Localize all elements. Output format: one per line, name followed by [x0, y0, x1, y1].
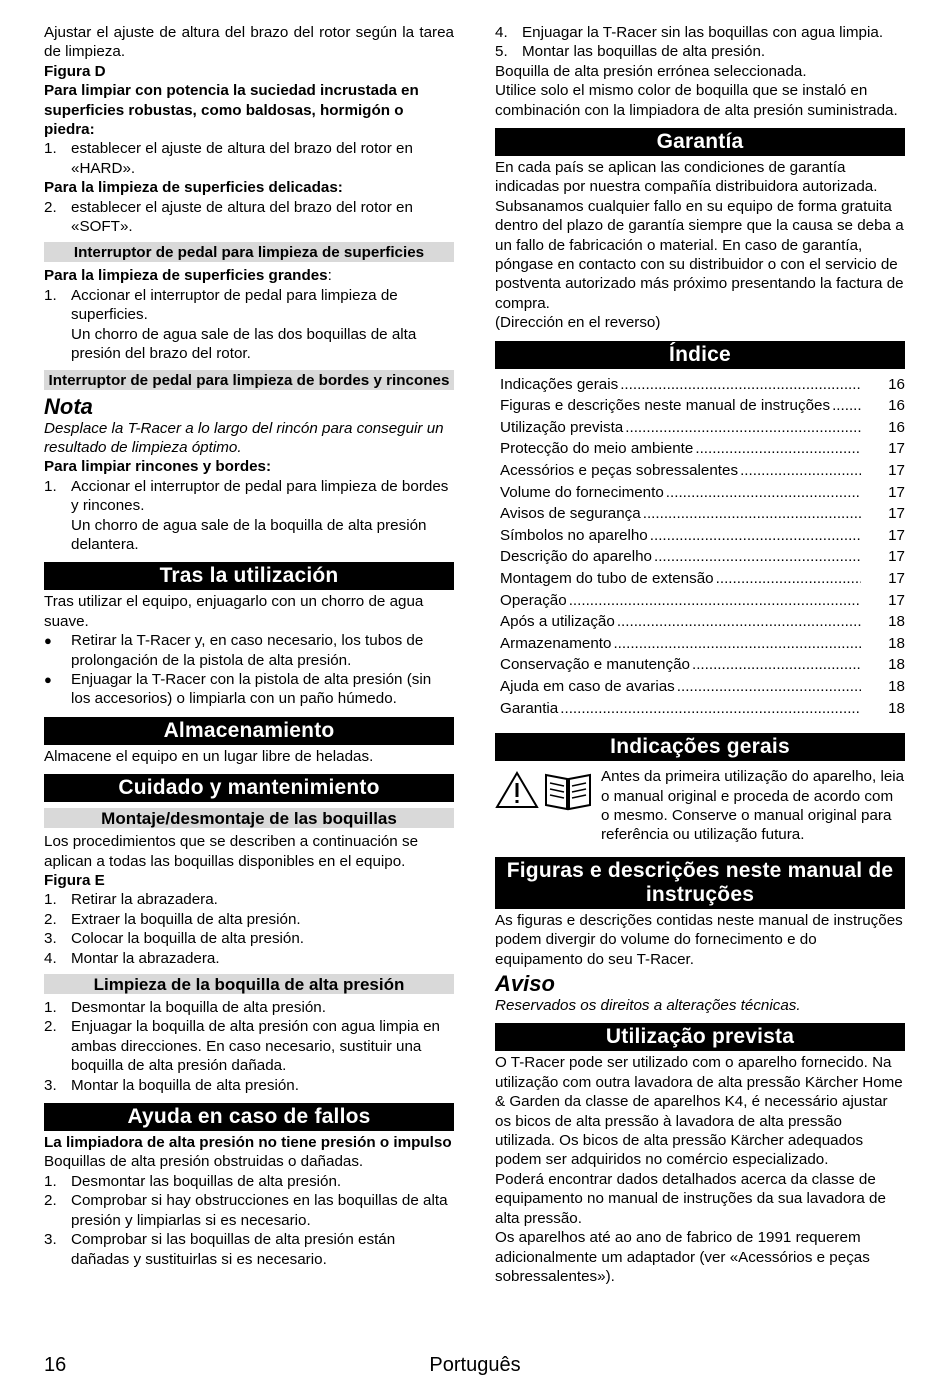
list-item: 1. Desmontar la boquilla de alta presión.: [44, 999, 326, 1017]
toc-row[interactable]: Ajuda em caso de avarias ..... 18: [495, 676, 905, 698]
list-item: 2. Enjuagar la boquilla de alta presión con agua limpia en ambas direcciones. En caso necesario, sustituir una boquilla de alta presión dañada.: [44, 1018, 440, 1075]
corners-intro: Para limpiar rincones y bordes:: [44, 458, 272, 476]
section-heading-after-use: Tras la utilización: [44, 562, 454, 590]
list-item: 4. Enjuagar la T-Racer sin las boquillas con agua limpia.: [495, 24, 884, 41]
section-heading-index: Índice: [495, 341, 905, 369]
wrong-nozzle-text: Utilice solo el mismo color de boquilla que se instaló en combinación con la limpiadora de alta presión suministrada.: [495, 82, 898, 119]
section-heading-nozzles: Montaje/desmontaje de las boquillas: [44, 808, 454, 828]
large-surfaces-result: Un chorro de agua sale de las dos boquillas de alta presión del brazo del rotor.: [71, 325, 417, 363]
toc-row[interactable]: Conservação e manutenção ..... 18: [495, 654, 905, 676]
bullet-icon: ●: [44, 633, 52, 649]
section-heading-general: Indicações gerais: [495, 733, 905, 761]
list-item: ● Retirar la T-Racer y, en caso necesario, los tubos de prolongación de la pistola de alta presión.: [44, 632, 424, 669]
note-text: Desplace la T-Racer a lo largo del rincón para conseguir un resultado de limpieza óptimo.: [44, 419, 444, 456]
footer-language: Português: [429, 1354, 521, 1376]
intended-use-text-3: Os aparelhos até ao ano de fabrico de 1991 requerem adicionalmente um adaptador (ver «Acessórios e peças sobressalentes»).: [495, 1229, 870, 1285]
section-heading-clean-nozzle: Limpieza de la boquilla de alta presión: [44, 974, 454, 994]
intended-use-text-1: O T-Racer pode ser utilizado com o aparelho fornecido. Na utilização com outra lavadora de alta pressão Kärcher Home & Garden da classe de aparelhos K4, é necessário ajustar os bicos de alta pressão à lavadora de alta pressão utilizada. Os bicos de alta pressão Kärcher adequados podem ser adquiridos no comércio especializado.: [495, 1054, 903, 1169]
aviso-text: Reservados os direitos a alterações técnicas.: [495, 997, 801, 1015]
toc-row[interactable]: Protecção do meio ambiente ..... 17: [495, 438, 905, 460]
top-steps-list: [495, 23, 905, 62]
list-item: 2. Extraer la boquilla de alta presión.: [44, 910, 301, 928]
figure-d-label: Figura D: [44, 62, 106, 80]
toc-row[interactable]: Símbolos no aparelho ..... 17: [495, 525, 905, 547]
general-text: Antes da primeira utilização do aparelho, leia o manual original e proceda de acordo com o mesmo. Conserve o manual original para referência ou utilização futura.: [601, 768, 905, 844]
list-item: 3. Montar la boquilla de alta presión.: [44, 1076, 299, 1094]
toc-row[interactable]: Descrição do aparelho ..... 17: [495, 546, 905, 568]
page-number: 16: [44, 1354, 67, 1376]
toc-row[interactable]: Indicações gerais ..... 16: [495, 374, 905, 396]
large-surfaces-intro: Para la limpieza de superficies grandes: [44, 267, 328, 285]
warranty-address: (Dirección en el reverso): [495, 314, 661, 332]
toc-row[interactable]: Operação ..... 17: [495, 590, 905, 612]
warranty-text: En cada país se aplican las condiciones de garantía indicadas por nuestra compañía distribuidora autorizada. Subsanamos cualquier fallo en su equipo de forma gratuita dentro del plazo de garantía siempre que la causa se deba a un fallo de fabricación o material. En caso de garantía, póngase en contacto con su distribuidor o con el servicio de postventa autorizado más próximo presentando la factura de compra.: [495, 159, 904, 312]
list-item: 1. Accionar el interruptor de pedal para limpieza de bordes y rincones.: [44, 477, 449, 515]
toc-row[interactable]: Utilização prevista ..... 16: [495, 417, 905, 439]
intended-use-text-2: Poderá encontrar dados detalhados acerca da classe de equipamento no manual de instruções da sua lavadora de alta pressão.: [495, 1170, 886, 1227]
section-heading-intended-use: Utilização prevista: [495, 1023, 905, 1051]
notice-icons: [495, 767, 593, 845]
warning-triangle-icon: [495, 771, 539, 809]
rotor-height-text: Ajustar el ajuste de altura del brazo del rotor según la tarea de limpieza.: [44, 24, 454, 61]
aviso-heading: Aviso: [495, 971, 555, 997]
figures-text: As figuras e descrições contidas neste manual de instruções podem divergir do volume do fornecimento e do equipamento do seu T-Racer.: [495, 911, 903, 968]
section-heading-figures: Figuras e descrições neste manual de instruções: [495, 857, 905, 909]
table-of-contents: [495, 374, 905, 720]
toc-row[interactable]: Garantia ..... 18: [495, 698, 905, 720]
list-item: 2. Comprobar si hay obstrucciones en las boquillas de alta presión y limpiarlas si es necesario.: [44, 1192, 448, 1229]
toc-row[interactable]: Armazenamento ..... 18: [495, 633, 905, 655]
section-heading-pedal-surface: Interruptor de pedal para limpieza de superficies: [44, 242, 454, 262]
fault-steps-list: [44, 1172, 454, 1269]
nozzles-text: Los procedimientos que se describen a continuación se aplican a todas las boquillas disponibles en el equipo.: [44, 833, 419, 870]
section-heading-pedal-edges: Interruptor de pedal para limpieza de bordes y rincones: [44, 370, 454, 390]
clean-steps-list: [44, 998, 454, 1095]
figure-e-label: Figura E: [44, 872, 105, 889]
list-item: 1. Retirar la abrazadera.: [44, 891, 218, 909]
after-use-text: Tras utilizar el equipo, enjuagarlo con un chorro de agua suave.: [44, 593, 424, 630]
wrong-nozzle-cause: Boquilla de alta presión errónea seleccionada.: [495, 62, 807, 80]
bullet-icon: ●: [44, 671, 52, 687]
fault-title: La limpiadora de alta presión no tiene presión o impulso: [44, 1134, 452, 1152]
general-notice: [495, 767, 905, 845]
right-column: [495, 23, 905, 1286]
toc-row[interactable]: Acessórios e peças sobressalentes ..... 17: [495, 460, 905, 482]
toc-row[interactable]: Montagem do tubo de extensão ..... 17: [495, 568, 905, 590]
nozzle-steps-list: [44, 890, 454, 968]
fault-cause: Boquillas de alta presión obstruidas o dañadas.: [44, 1153, 364, 1171]
note-heading: Nota: [44, 393, 93, 419]
toc-row[interactable]: Volume do fornecimento ..... 17: [495, 482, 905, 504]
toc-row[interactable]: Avisos de segurança ..... 17: [495, 503, 905, 525]
list-item: 3. Colocar la boquilla de alta presión.: [44, 930, 305, 948]
list-item: 4. Montar la abrazadera.: [44, 949, 220, 967]
list-item: ● Enjuagar la T-Racer con la pistola de alta presión (sin los accesorios) o limpiarla con un paño húmedo.: [44, 670, 432, 708]
storage-text: Almacene el equipo en un lugar libre de heladas.: [44, 747, 374, 765]
list-item: 1. Desmontar las boquillas de alta presión.: [44, 1172, 342, 1190]
section-heading-care: Cuidado y mantenimiento: [44, 774, 454, 802]
toc-row[interactable]: Após a utilização ..... 18: [495, 611, 905, 633]
section-heading-storage: Almacenamiento: [44, 717, 454, 745]
list-item: 2. establecer el ajuste de altura del brazo del rotor en «SOFT».: [44, 198, 413, 236]
corners-result: Un chorro de agua sale de la boquilla de alta presión delantera.: [71, 516, 427, 553]
left-column: Ajustar el ajuste de altura del brazo del rotor según la tarea de limpieza. Figura D Para limpiar con potencia la suciedad incrustada en superficies robustas, como baldosas, hormigón o piedra: 1. establecer el ajuste de altura del brazo del rotor en «HARD». Para la limpieza de superficies delicadas: 2. establecer el ajuste de altura del brazo del rotor en «SOFT». Interruptor de pedal para limpieza de superficies Para la limpieza de superficies grandes: 1. Accionar el interruptor de pedal para limpieza de superficies. Un chorro de agua sale de las dos boquillas de alta presión del brazo del rotor. Interruptor de pedal para limpieza de bordes y rincones Nota Desplace la T-Racer a lo largo del rincón para conseguir un resultado de limpieza óptimo. Para limpiar rincones y bordes: 1. Accionar el interruptor de pedal para limpieza de bordes y rincones. Un chorro de agua sale de la boquilla de alta presión delantera. Tras la utilización Tras utilizar el equipo, enjuagarlo con un chorro de agua suave. ● Retirar la T-Racer y, en caso necesario, los tubos de prolongación de la pistola de alta presión. ● Enjuagar la T-Racer con la pistola de alta presión (sin los accesorios) o limpiarla con un paño húmedo. Almacenamiento Almacene el equipo en un lugar libre de heladas. Cuidado y mantenimiento Montaje/desmontaje de las boquillas Los procedimientos que se describen a continuación se aplican a todas las boquillas disponibles en el equipo. Figura E 1. Retirar la abrazadera. 2. Extraer la boquilla de alta presión. 3. Colocar la boquilla de alta presión. 4. Montar la abrazadera. Limpieza de la boquilla de alta presión 1. Desmontar la boquilla de alta presión. 2. Enjuagar la boquilla de alta presión con agua limpia en ambas direcciones. En caso necesario, sustituir una boquilla de alta presión dañada. 3. Montar la boquilla de alta presión. Ayuda en caso de fallos La limpiadora de alta presión no tiene presión o impulso Boquillas de alta presión obstruidas o dañadas. 1. Desmontar las boquillas de alta presión. 2. Comprobar si hay obstrucciones en las boquillas de alta presión y limpiarlas si es necesario. 3. Comprobar si las boquillas de alta presión están dañadas y sustituirlas si es necesario.: [44, 24, 454, 1268]
hard-surfaces-intro: Para limpiar con potencia la suciedad incrustada en superficies robustas, como baldosas, hormigón o piedra:: [44, 82, 419, 139]
list-item: 3. Comprobar si las boquillas de alta presión están dañadas y sustituirlas si es necesario.: [44, 1231, 396, 1268]
list-item: 5. Montar las boquillas de alta presión.: [495, 43, 766, 61]
manual-book-icon: [543, 771, 593, 811]
section-heading-faults: Ayuda en caso de fallos: [44, 1103, 454, 1131]
toc-row[interactable]: Figuras e descrições neste manual de instruções ..... 16: [495, 395, 905, 417]
soft-surfaces-intro: Para la limpieza de superficies delicadas:: [44, 179, 343, 197]
list-item: 1. Accionar el interruptor de pedal para limpieza de superficies.: [44, 286, 398, 324]
section-heading-warranty: Garantía: [495, 128, 905, 156]
list-item: 1. establecer el ajuste de altura del brazo del rotor en «HARD».: [44, 140, 413, 177]
